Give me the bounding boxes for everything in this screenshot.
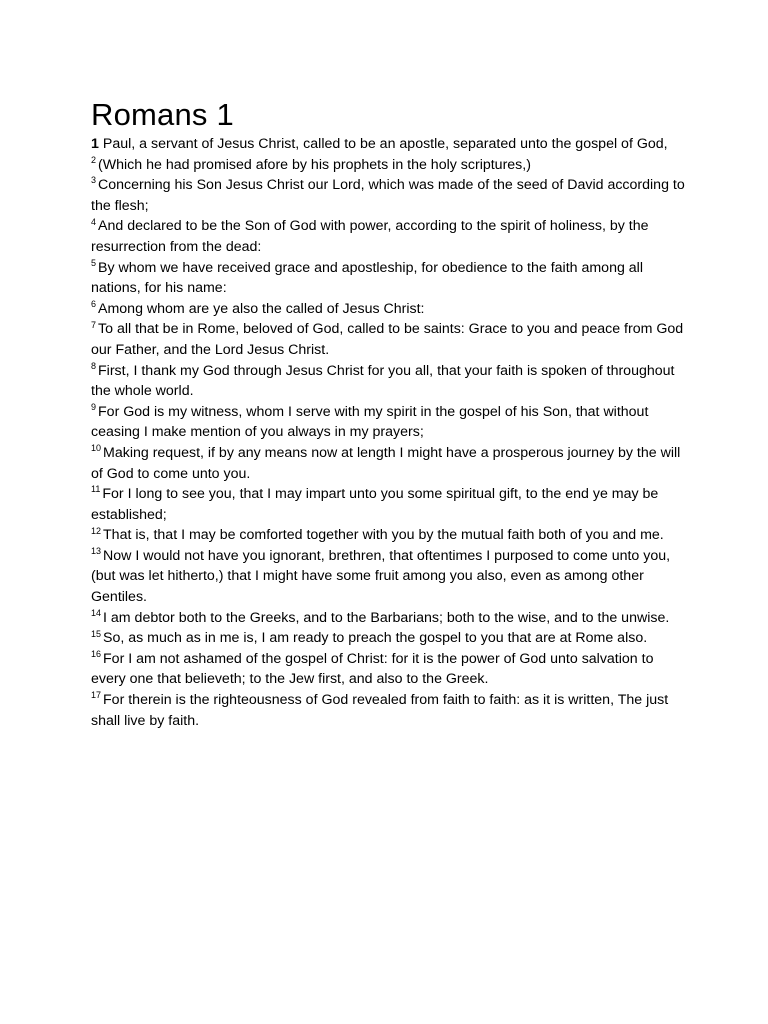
verse	[91, 175, 691, 216]
verse-number: 10	[91, 443, 102, 454]
verse-text: Now I would not have you ignorant, brethren, that oftentimes I purposed to come unto you, (but was let hitherto,) that I might have some fruit among you also, even as among other Gentiles.	[91, 547, 671, 606]
verse-list	[91, 134, 691, 731]
verse-number: 14	[91, 607, 102, 618]
verse-number: 3	[91, 175, 97, 186]
verse-text: Concerning his Son Jesus Christ our Lord, which was made of the seed of David according to the flesh;	[91, 177, 685, 214]
verse	[91, 484, 691, 525]
verse-text: That is, that I may be comforted together with you by the mutual faith both of you and me.	[103, 527, 664, 544]
verse-text: (Which he had promised afore by his prophets in the holy scriptures,)	[98, 156, 531, 173]
verse-number: 17	[91, 690, 102, 701]
verse-number: 7	[91, 319, 97, 330]
verse-number: 13	[91, 546, 102, 557]
verse-text: For I long to see you, that I may impart unto you some spiritual gift, to the end ye may be established;	[91, 486, 659, 523]
verse-text: Making request, if by any means now at length I might have a prosperous journey by the will of God to come unto you.	[91, 444, 681, 482]
verse-number: 8	[91, 360, 97, 371]
verse-number: 12	[91, 525, 102, 536]
verse-number: 15	[91, 628, 102, 639]
verse	[91, 546, 691, 608]
verse-number: 9	[91, 401, 97, 412]
verse	[91, 525, 691, 546]
verse	[91, 134, 691, 155]
verse-text: And declared to be the Son of God with power, according to the spirit of holiness, by the resurrection from the dead:	[91, 218, 649, 255]
verse	[91, 155, 691, 176]
verse-number: 16	[91, 649, 102, 660]
verse-number: 6	[91, 299, 97, 310]
verse-number: 5	[91, 257, 97, 268]
verse	[91, 216, 691, 257]
verse-text: First, I thank my God through Jesus Christ for you all, that your faith is spoken of throughout the whole world.	[91, 362, 675, 400]
verse	[91, 319, 691, 360]
verse-text: For God is my witness, whom I serve with my spirit in the gospel of his Son, that without ceasing I make mention of you always in my prayers;	[91, 403, 649, 441]
verse-number: 11	[91, 484, 101, 495]
verse	[91, 649, 691, 690]
verse-number: 1	[91, 136, 99, 152]
verse-text: For I am not ashamed of the gospel of Christ: for it is the power of God unto salvation to every one that believeth; to the Jew first, and also to the Greek.	[91, 650, 654, 688]
verse-text: Among whom are ye also the called of Jesus Christ:	[98, 300, 425, 317]
verse	[91, 628, 691, 649]
verse	[91, 258, 691, 299]
verse-text: By whom we have received grace and apostleship, for obedience to the faith among all nations, for his name:	[91, 259, 643, 297]
verse-number: 2	[91, 154, 97, 165]
verse-number: 4	[91, 216, 97, 227]
verse	[91, 299, 691, 320]
verse	[91, 443, 691, 484]
document-page	[91, 96, 691, 731]
page-title: Romans 1	[91, 97, 234, 132]
verse-text: For therein is the righteousness of God revealed from faith to faith: as it is written, The just shall live by faith.	[91, 692, 669, 729]
verse	[91, 402, 691, 443]
verse	[91, 361, 691, 402]
verse-text: I am debtor both to the Greeks, and to the Barbarians; both to the wise, and to the unwise.	[103, 609, 670, 626]
verse-text: Paul, a servant of Jesus Christ, called to be an apostle, separated unto the gospel of God,	[102, 136, 668, 152]
verse-text: To all that be in Rome, beloved of God, called to be saints: Grace to you and peace from God our Father, and the Lord Jesus Christ.	[91, 321, 684, 358]
verse	[91, 608, 691, 629]
verse	[91, 690, 691, 731]
verse-text: So, as much as in me is, I am ready to preach the gospel to you that are at Rome also.	[103, 630, 648, 647]
